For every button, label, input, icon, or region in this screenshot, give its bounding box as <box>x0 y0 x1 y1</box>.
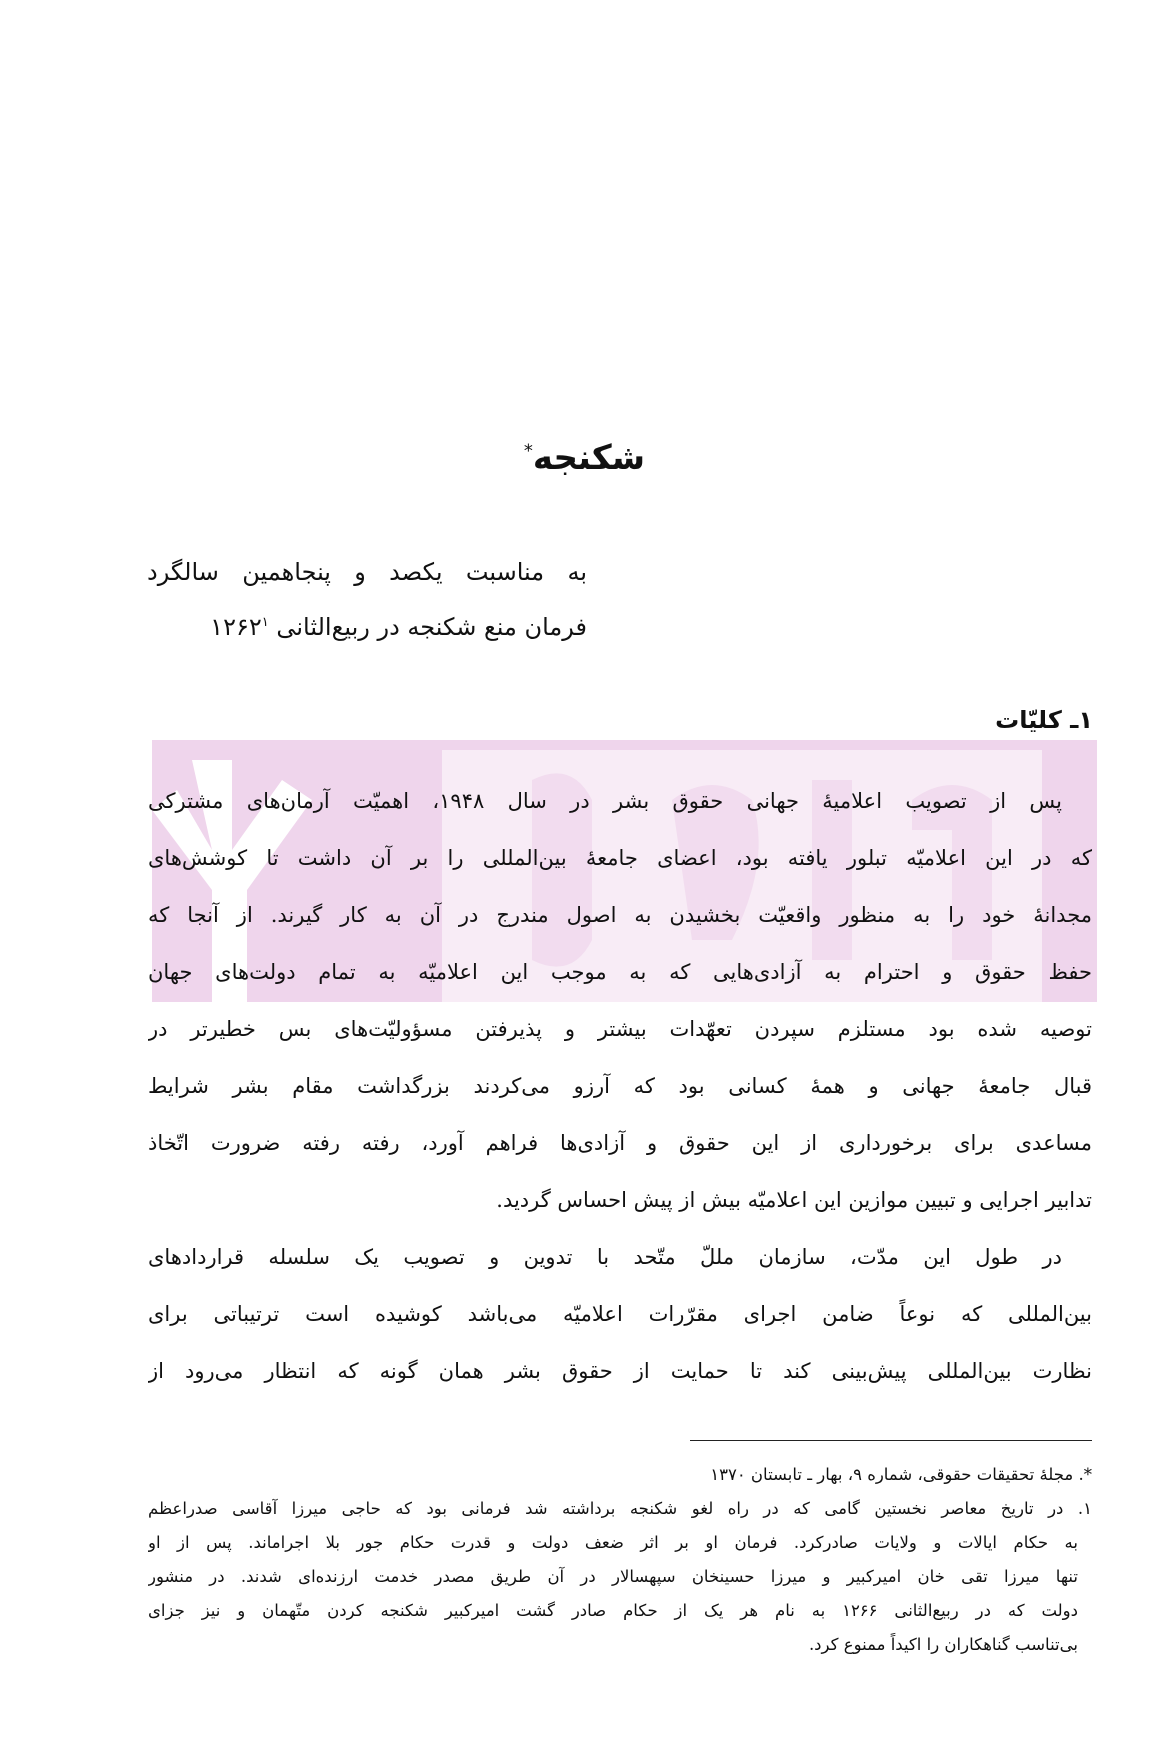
body-line: مساعدی برای برخورداری از این حقوق و آزادی‌ها فراهم آورد، رفته رفته ضرورت اتّخاذ <box>148 1131 1092 1155</box>
footnotes <box>148 1460 1092 1664</box>
title-text: شکنجه <box>532 438 646 478</box>
body-text <box>148 780 1092 1407</box>
body-line: که در این اعلامیّه تبلور یافته بود، اعضای جامعهٔ بین‌المللی را بر آن داشت تا کوشش‌های <box>148 846 1092 870</box>
body-line: توصیه شده بود مستلزم سپردن تعهّدات بیشتر و پذیرفتن مسؤولیّت‌های بس خطیرتر در <box>148 1017 1092 1041</box>
footnote-1-line: دولت که در ربیع‌الثانی ۱۲۶۶ به نام هر یک از حکام صادر گشت امیرکبیر شکنجه کردن متّهمان و نیز جزای <box>148 1601 1078 1620</box>
body-line: در طول این مدّت، سازمان مللّ متّحد با تدوین و تصویب یک سلسله قراردادهای <box>148 1245 1062 1269</box>
footnote-1-line: ۱. در تاریخ معاصر نخستین گامی که در راه لغو شکنجه برداشته شد فرمانی بود که حاجی میرزا آقاسی صدراعظم <box>148 1499 1092 1518</box>
body-line: قبال جامعهٔ جهانی و همهٔ کسانی بود که آرزو می‌کردند بزرگداشت مقام بشر شرایط <box>148 1074 1092 1098</box>
footnote-1-line: تنها میرزا تقی خان امیرکبیر و میرزا حسینخان سپهسالار در آن طریق مصدر خدمت ارزنده‌ای شدند. در منشور <box>148 1567 1078 1586</box>
body-line: مجدانهٔ خود را به منظور واقعیّت بخشیدن به اصول مندرج در آن به کار گیرند. از آنجا که <box>148 903 1092 927</box>
subtitle-line-2 <box>147 613 587 641</box>
body-line: بین‌المللی که نوعاً ضامن اجرای مقرّرات اعلامیّه می‌باشد کوشیده است ترتیباتی برای <box>148 1302 1092 1326</box>
body-line: نظارت بین‌المللی پیش‌بینی کند تا حمایت از حقوق بشر همان گونه که انتظار می‌رود از <box>148 1359 1092 1383</box>
footnote-1-line: بی‌تناسب گناهکاران را اکیداً ممنوع کرد. <box>808 1635 1078 1654</box>
body-line: تدابیر اجرایی و تبیین موازین این اعلامیّه بیش از پیش احساس گردید. <box>496 1188 1092 1212</box>
footnote-divider <box>690 1440 1092 1441</box>
footnote-1-line: به حکام ایالات و ولایات صادرکرد. فرمان او بر اثر ضعف دولت و قدرت حکام جور بلا اجراماند. پس از او <box>148 1533 1078 1552</box>
footnote-star: *. مجلهٔ تحقیقات حقوقی، شماره ۹، بهار ـ تابستان ۱۳۷۰ <box>710 1465 1092 1484</box>
subtitle-line-1: به مناسبت یکصد و پنجاهمین سالگرد <box>147 558 587 586</box>
page-title <box>0 438 1169 478</box>
title-footnote-marker[interactable]: * <box>523 440 533 462</box>
footnote-ref-1[interactable]: ۱ <box>261 615 269 630</box>
body-line: حفظ حقوق و احترام به آزادی‌هایی که به موجب این اعلامیّه به تمام دولت‌های جهان <box>148 960 1092 984</box>
body-line: پس از تصویب اعلامیهٔ جهانی حقوق بشر در سال ۱۹۴۸، اهمیّت آرمان‌های مشترکی <box>148 789 1062 813</box>
section-heading: ۱ـ کلیّات <box>995 706 1093 734</box>
subtitle-line-2-text: فرمان منع شکنجه در ربیع‌الثانی ۱۲۶۲ <box>210 613 587 641</box>
